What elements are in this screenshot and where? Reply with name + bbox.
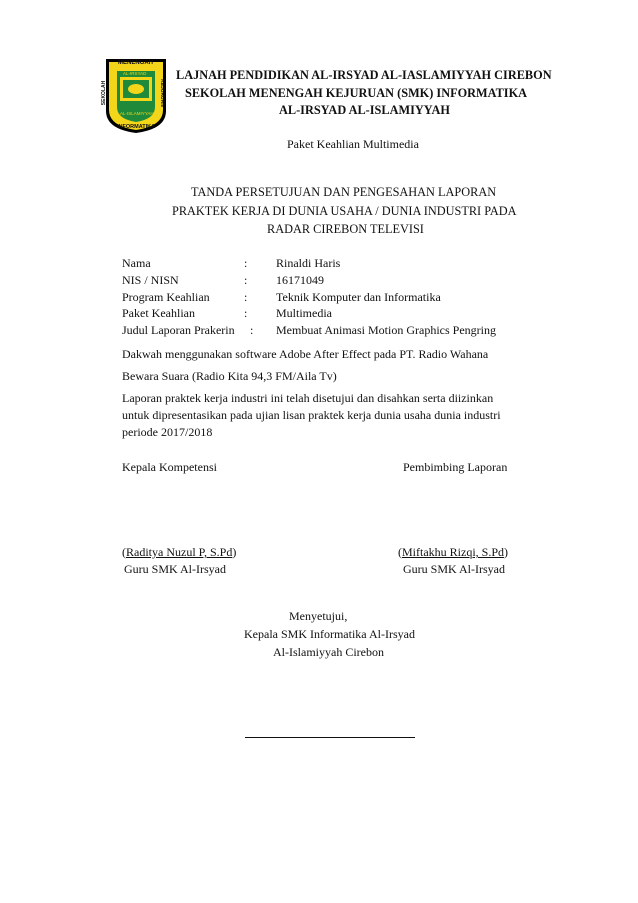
logo-inner-bottom-text: AL-ISLAMIYYAH [120,111,154,116]
field-value: 16171049 [276,273,324,287]
document-title-line-1: TANDA PERSETUJUAN DAN PENGESAHAN LAPORAN [191,185,497,199]
field-label: Nama [122,256,151,270]
field-colon: : [244,290,248,304]
right-signer-name: Miftakhu Rizqi, S.Pd [402,545,505,559]
logo-left-text: SEKOLAH [101,80,108,106]
field-value: Membuat Animasi Motion Graphics Pengring [276,323,496,337]
right-signature-position: Guru SMK Al-Irsyad [403,562,505,576]
right-signature-name: (Miftakhu Rizqi, S.Pd) [398,545,509,559]
logo-right-text: KEJURUAN [158,79,165,107]
letterhead-line-2: SEKOLAH MENENGAH KEJURUAN (SMK) INFORMATIKA [185,86,528,100]
field-label: NIS / NISN [122,273,179,287]
logo-inner-top-text: AL-IRSYAD [123,71,147,76]
document-title-line-3: RADAR CIREBON TELEVISI [267,222,424,236]
field-colon: : [244,306,248,320]
letterhead-line-3: AL-IRSYAD AL-ISLAMIYYAH [279,103,450,117]
document-title-line-2: PRAKTEK KERJA DI DUNIA USAHA / DUNIA INDUSTRI PADA [172,204,517,218]
approval-signature-line [245,737,415,738]
field-label: Judul Laporan Prakerin [122,323,235,337]
left-signer-name: Raditya Nuzul P, S.Pd [126,545,233,559]
letterhead-line-1: LAJNAH PENDIDIKAN AL-IRSYAD AL-IASLAMIYYAH CIREBON [176,68,552,82]
approval-line-1: Menyetujui, [289,609,348,623]
field-colon: : [244,256,248,270]
left-signature-position: Guru SMK Al-Irsyad [124,562,226,576]
statement-line-2: untuk dipresentasikan pada ujian lisan praktek kerja dunia usaha dunia industri [122,408,501,422]
approval-line-2: Kepala SMK Informatika Al-Irsyad [244,627,415,641]
field-value: Rinaldi Haris [276,256,341,270]
field-value: Multimedia [276,306,332,320]
logo-bottom-text: INFORMATIKA [117,124,156,130]
field-label: Program Keahlian [122,290,210,304]
logo-top-text: MENENGAH [118,60,154,66]
left-signature-name: (Raditya Nuzul P, S.Pd) [122,545,237,559]
left-signature-role: Kepala Kompetensi [122,460,217,474]
report-title-continuation-1: Dakwah menggunakan software Adobe After Effect pada PT. Radio Wahana [122,347,489,361]
field-colon: : [244,273,248,287]
field-value: Teknik Komputer dan Informatika [276,290,441,304]
right-signature-role: Pembimbing Laporan [403,460,508,474]
report-title-continuation-2: Bewara Suara (Radio Kita 94,3 FM/Aila Tv) [122,369,337,383]
statement-line-1: Laporan praktek kerja industri ini telah disetujui dan disahkan serta diizinkan [122,391,494,405]
field-label: Paket Keahlian [122,306,195,320]
field-colon: : [250,323,254,337]
school-logo [103,55,169,135]
approval-line-3: Al-Islamiyyah Cirebon [273,645,384,659]
program-label: Paket Keahlian Multimedia [287,137,419,151]
statement-line-3: periode 2017/2018 [122,425,213,439]
